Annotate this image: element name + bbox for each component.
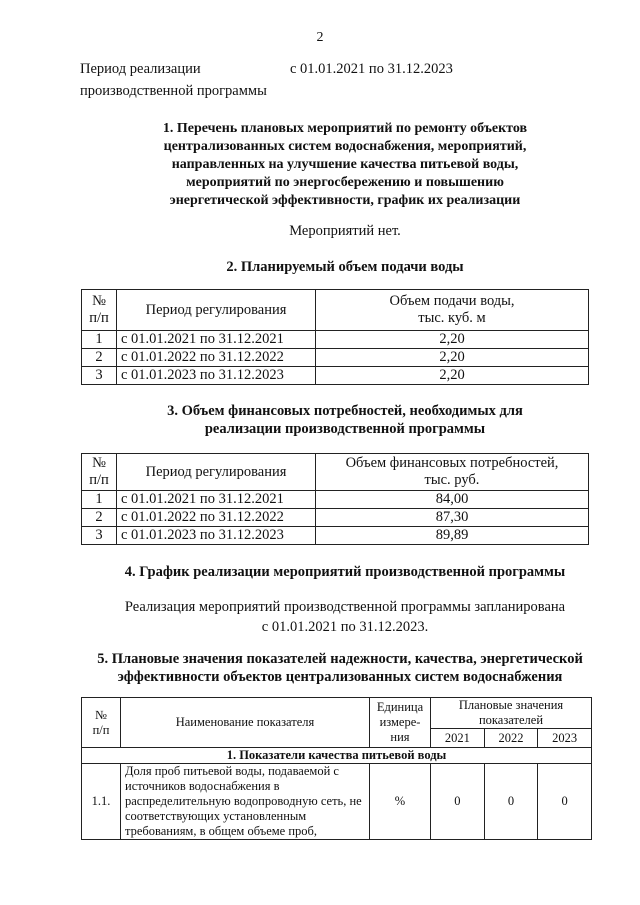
section2-title: 2. Планируемый объем подачи воды [226, 259, 464, 275]
section3-title-line: реализации производственной программы [204, 421, 486, 437]
row-num: 2 [82, 509, 117, 527]
water-volume-table [81, 289, 589, 385]
table-header-row [82, 698, 592, 729]
section1-title-line: мероприятий по энергосбережению и повышению [186, 175, 504, 190]
row-num: 3 [82, 367, 117, 385]
group-quality-indicators: 1. Показатели качества питьевой воды [82, 748, 592, 764]
row-num: 1 [82, 331, 117, 349]
row-num: 1 [82, 491, 117, 509]
section5-title-line: 5. Плановые значения показателей надежности, качества, энергетической [97, 651, 583, 667]
indicators-table [81, 697, 592, 840]
section4-text [60, 597, 630, 637]
row-num: 1.1. [82, 764, 121, 840]
table-group-row [82, 748, 592, 764]
section1-title-line: направленных на улучшение качества питьевой воды, [171, 157, 519, 172]
row-value: 2,20 [316, 367, 589, 385]
header-period: Период регулирования [117, 290, 316, 331]
section4-text-line: с 01.01.2021 по 31.12.2023. [261, 619, 429, 635]
row-value: 84,00 [316, 491, 589, 509]
header-year: 2021 [431, 729, 485, 748]
row-value-2021: 0 [431, 764, 485, 840]
header-year: 2023 [538, 729, 592, 748]
section1-title-line: 1. Перечень плановых мероприятий по ремонту объектов [162, 121, 528, 136]
section4-title: 4. График реализации мероприятий производственной программы [124, 564, 566, 580]
row-indicator-name: Доля проб питьевой воды, подаваемой с источников водоснабжения в распределительную водопроводную сеть, не соответствующих установленным требованиям, в общем объеме проб, [121, 764, 370, 840]
section3-title-line: 3. Объем финансовых потребностей, необходимых для [167, 403, 523, 419]
table-row [82, 491, 589, 509]
section3-title [60, 402, 630, 438]
table-row [82, 527, 589, 545]
row-num: 2 [82, 349, 117, 367]
row-value-2023: 0 [538, 764, 592, 840]
section1-text: Мероприятий нет. [289, 223, 401, 239]
header-num: № п/п [82, 454, 117, 491]
header-volume: Объем подачи воды, тыс. куб. м [316, 290, 589, 331]
financial-needs-table [81, 453, 589, 545]
page-number: 2 [316, 30, 324, 45]
section5-title-line: эффективности объектов централизованных систем водоснабжения [117, 669, 563, 685]
header-financial: Объем финансовых потребностей, тыс. руб. [316, 454, 589, 491]
section1-title-line: энергетической эффективности, график их реализации [169, 193, 521, 208]
header-num: № п/п [82, 698, 121, 748]
header-year: 2022 [484, 729, 538, 748]
table-row [82, 509, 589, 527]
row-period: с 01.01.2021 по 31.12.2021 [117, 491, 316, 509]
section1-title-line: централизованных систем водоснабжения, мероприятий, [163, 139, 527, 154]
row-value: 2,20 [316, 331, 589, 349]
table-header-row [82, 454, 589, 491]
period-label-line1: Период реализации [80, 61, 201, 77]
row-value-2022: 0 [484, 764, 538, 840]
header-plan-values: Плановые значения показателей [431, 698, 592, 729]
section4-text-line: Реализация мероприятий производственной программы запланирована [124, 599, 566, 615]
section5-title [40, 650, 640, 686]
row-period: с 01.01.2022 по 31.12.2022 [117, 509, 316, 527]
table-row [82, 764, 592, 840]
table-header-row [82, 290, 589, 331]
row-value: 2,20 [316, 349, 589, 367]
header-num: № п/п [82, 290, 117, 331]
row-num: 3 [82, 527, 117, 545]
header-unit: Единица измере- ния [370, 698, 431, 748]
row-period: с 01.01.2021 по 31.12.2021 [117, 331, 316, 349]
period-value: с 01.01.2021 по 31.12.2023 [290, 61, 453, 77]
section1-title [60, 120, 630, 210]
period-label-line2: производственной программы [80, 83, 267, 99]
row-unit: % [370, 764, 431, 840]
table-row [82, 331, 589, 349]
row-period: с 01.01.2023 по 31.12.2023 [117, 367, 316, 385]
header-indicator-name: Наименование показателя [121, 698, 370, 748]
table-row [82, 349, 589, 367]
period-label [80, 58, 267, 102]
table-row [82, 367, 589, 385]
row-period: с 01.01.2022 по 31.12.2022 [117, 349, 316, 367]
row-value: 87,30 [316, 509, 589, 527]
row-period: с 01.01.2023 по 31.12.2023 [117, 527, 316, 545]
row-value: 89,89 [316, 527, 589, 545]
header-period: Период регулирования [117, 454, 316, 491]
